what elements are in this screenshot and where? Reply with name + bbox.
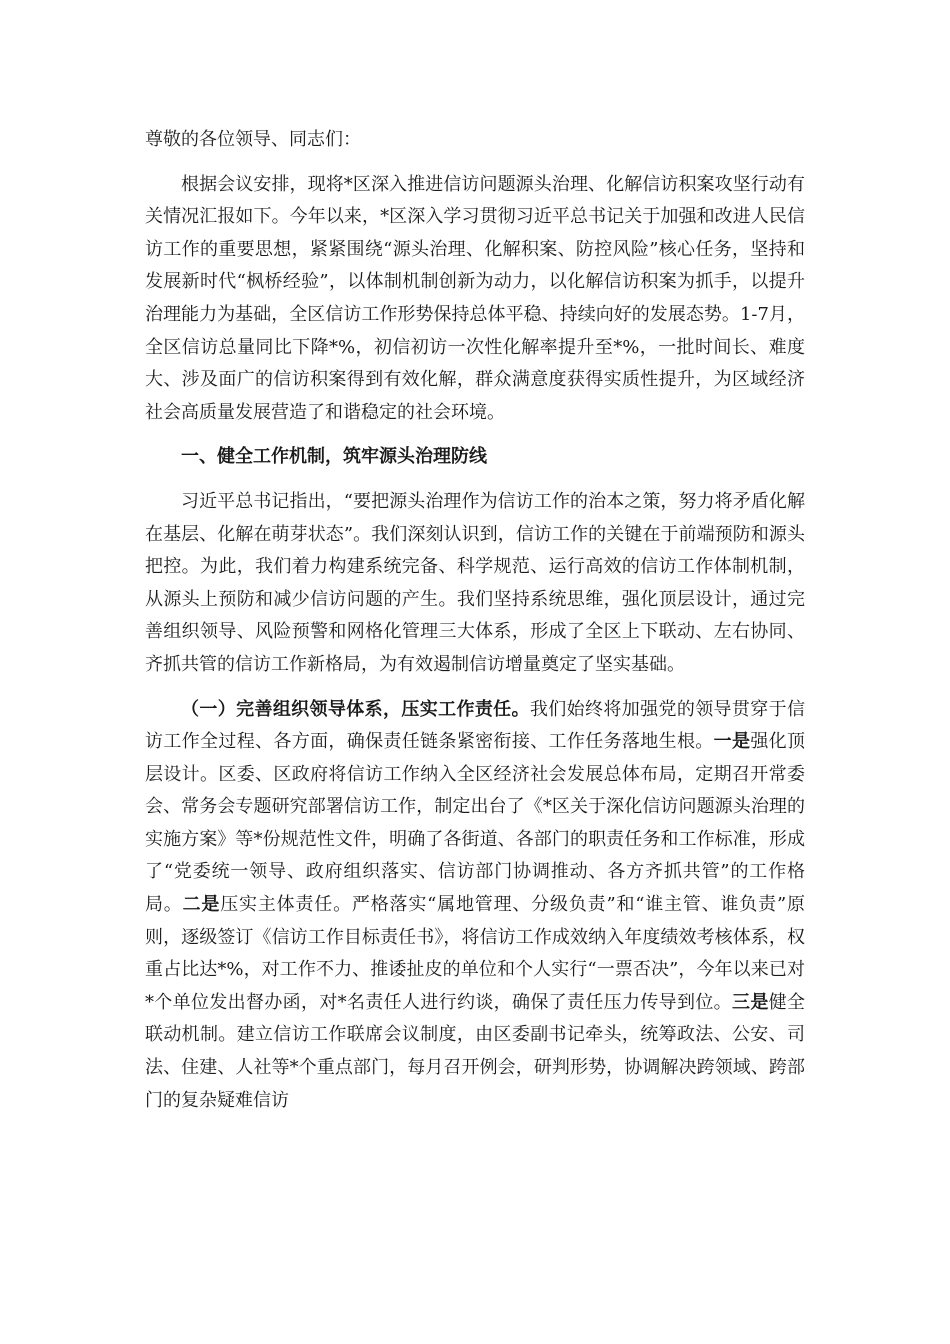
section-1-heading: 一、健全工作机制，筑牢源头治理防线 — [181, 446, 487, 468]
subsection-1-text-4: 健全联动机制。建立信访工作联席会议制度，由区委副书记牵头，统筹政法、公安、司法、住建、人社等*个重点部门，每月召开例会，研判形势，协调解决跨领域、跨部门的复杂疑难信访 — [145, 991, 806, 1111]
point-marker-2: 二是 — [182, 894, 221, 916]
point-marker-3: 三是 — [732, 991, 769, 1013]
subsection-1-text-1: 我们始终将加强党的领导贯穿于信访工作全过程、各方面，确保责任链条紧密衔接、工作任务落地生根。 — [145, 698, 806, 753]
subsection-1-paragraph — [145, 694, 805, 1118]
subsection-1-heading: （一）完善组织领导体系，压实工作责任。 — [181, 698, 530, 720]
point-marker-1: 一是 — [713, 731, 751, 753]
document-page — [145, 124, 805, 1129]
intro-paragraph: 根据会议安排，现将*区深入推进信访问题源头治理、化解信访积案攻坚行动有关情况汇报如下。今年以来，*区深入学习贯彻习近平总书记关于加强和改进人民信访工作的重要思想，紧紧围绕“源头治理、化解积案、防控风险”核心任务，坚持和发展新时代“枫桥经验”，以体制机制创新为动力，以化解信访积案为抓手，以提升治理能力为基础，全区信访工作形势保持总体平稳、持续向好的发展态势。1-7月，全区信访总量同比下降*%，初信初访一次性化解率提升至*%，一批时间长、难度大、涉及面广的信访积案得到有效化解，群众满意度获得实质性提升，为区域经济社会高质量发展营造了和谐稳定的社会环境。 — [145, 173, 805, 423]
section-1-paragraph: 习近平总书记指出，“要把源头治理作为信访工作的治本之策，努力将矛盾化解在基层、化解在萌芽状态”。我们深刻认识到，信访工作的关键在于前端预防和源头把控。为此，我们着力构建系统完备、科学规范、运行高效的信访工作体制机制，从源头上预防和减少信访问题的产生。我们坚持系统思维，强化顶层设计，通过完善组织领导、风险预警和网格化管理三大体系，形成了全区上下联动、左右协同、齐抓共管的信访工作新格局，为有效遏制信访增量奠定了坚实基础。 — [145, 490, 805, 675]
subsection-1-text-2: 强化顶层设计。区委、区政府将信访工作纳入全区经济社会发展总体布局，定期召开常委会、常务会专题研究部署信访工作，制定出台了《*区关于深化信访问题源头治理的实施方案》等*份规范性文件，明确了各街道、各部门的职责任务和工作标准，形成了“党委统一领导、政府组织落实、信访部门协调推动、各方齐抓共管”的工作格局。 — [145, 731, 805, 916]
salutation: 尊敬的各位领导、同志们： — [145, 129, 361, 150]
subsection-1-text-3: 压实主体责任。严格落实“属地管理、分级负责”和“谁主管、谁负责”原则，逐级签订《信访工作目标责任书》，将信访工作成效纳入年度绩效考核体系，权重占比达*%，对工作不力、推诿扯皮的单位和个人实行“一票否决”，今年以来已对*个单位发出督办函，对*名责任人进行约谈，确保了责任压力传导到位。 — [145, 894, 805, 1013]
